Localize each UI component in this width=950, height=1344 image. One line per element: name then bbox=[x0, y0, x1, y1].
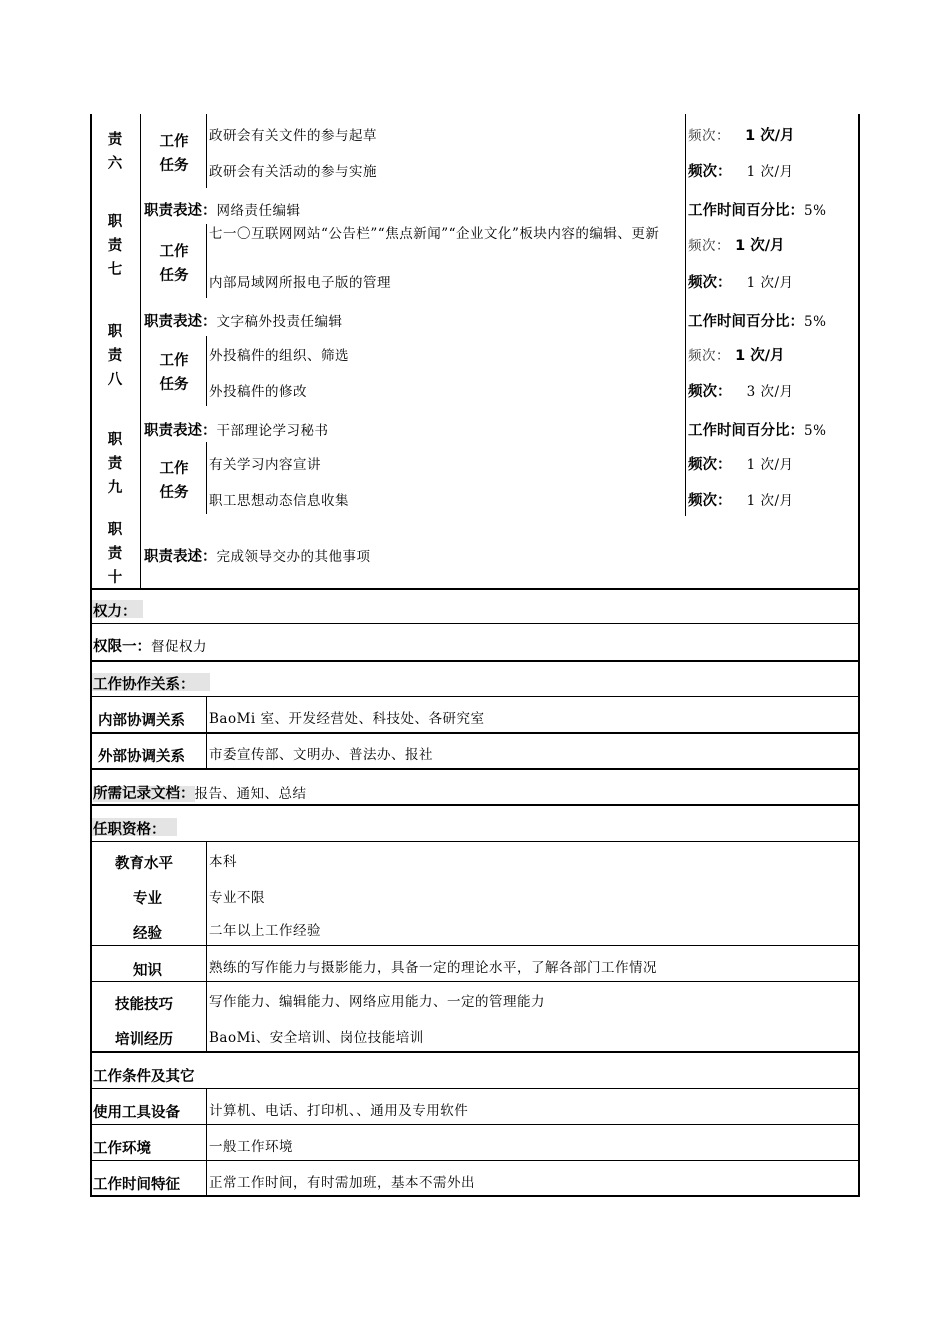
task-label-line: 工作 bbox=[159, 461, 189, 477]
time-percentage bbox=[688, 419, 826, 440]
description-text: 完成领导交办的其他事项 bbox=[216, 549, 371, 565]
frequency-value: 1 次/月 bbox=[745, 128, 795, 144]
description-text: 文字稿外投责任编辑 bbox=[216, 314, 343, 330]
frequency-value: 1 次/月 bbox=[746, 457, 794, 473]
row-divider bbox=[90, 981, 860, 982]
frequency-label: 频次： bbox=[688, 457, 732, 473]
duty-description bbox=[144, 419, 329, 440]
frequency bbox=[688, 234, 785, 255]
external-coordination-value: 市委宣传部、文明办、普法办、报社 bbox=[209, 747, 433, 763]
frequency-column-divider bbox=[685, 114, 686, 516]
qualification-value: BaoMi、安全培训、岗位技能培训 bbox=[209, 1030, 424, 1046]
qualification-label: 知识 bbox=[133, 963, 162, 979]
duty-label-line: 职 bbox=[107, 522, 123, 538]
duty-description bbox=[144, 199, 301, 220]
row-divider bbox=[90, 1124, 860, 1125]
task-text: 有关学习内容宣讲 bbox=[209, 457, 321, 473]
duty-label-line: 责 bbox=[107, 546, 123, 562]
frequency-label: 频次： bbox=[688, 493, 732, 509]
row-divider bbox=[90, 623, 860, 624]
qualification-value: 写作能力、编辑能力、网络应用能力、一定的管理能力 bbox=[209, 994, 545, 1010]
external-coordination-label: 外部协调关系 bbox=[98, 749, 185, 765]
time-percentage-value: 5% bbox=[804, 423, 827, 439]
frequency-value: 1 次/月 bbox=[746, 164, 794, 180]
section-header-conditions: 工作条件及其它 bbox=[93, 1069, 195, 1085]
internal-coordination-label: 内部协调关系 bbox=[98, 713, 185, 729]
records-value: 报告、通知、总结 bbox=[194, 786, 307, 802]
time-percentage-value: 5% bbox=[804, 203, 827, 219]
condition-label: 使用工具设备 bbox=[93, 1105, 180, 1121]
task-text: 政研会有关活动的参与实施 bbox=[209, 164, 377, 180]
records bbox=[93, 782, 307, 803]
frequency-label: 频次： bbox=[688, 128, 730, 144]
section-divider bbox=[90, 768, 860, 770]
table-right-border bbox=[858, 114, 860, 1197]
task-text: 外投稿件的修改 bbox=[209, 384, 307, 400]
row-divider bbox=[90, 732, 860, 734]
condition-label: 工作时间特征 bbox=[93, 1177, 180, 1193]
frequency bbox=[688, 124, 795, 145]
duty-label-line: 九 bbox=[107, 480, 123, 496]
table-left-border bbox=[90, 114, 92, 1197]
duty-label-line: 十 bbox=[107, 570, 123, 586]
qualification-label: 技能技巧 bbox=[115, 997, 173, 1013]
frequency-value: 1 次/月 bbox=[746, 275, 794, 291]
task-label-line: 任务 bbox=[159, 158, 189, 174]
duty-label-line: 六 bbox=[107, 156, 123, 172]
duty-description bbox=[144, 310, 343, 331]
duty-label bbox=[98, 518, 132, 590]
authority-item-text: 督促权力 bbox=[151, 639, 207, 655]
section-divider bbox=[90, 588, 860, 590]
task-label-line: 工作 bbox=[159, 353, 189, 369]
description-label: 职责表述： bbox=[144, 203, 217, 219]
description-label: 职责表述： bbox=[144, 314, 217, 330]
qualification-value: 专业不限 bbox=[209, 890, 265, 906]
authority-item-label: 权限一： bbox=[93, 639, 151, 655]
section-divider bbox=[90, 804, 860, 806]
duty-description bbox=[144, 545, 371, 566]
frequency bbox=[688, 489, 794, 510]
duty-label bbox=[98, 428, 132, 500]
task-label-divider bbox=[206, 442, 207, 514]
duty-label-line: 七 bbox=[107, 262, 123, 278]
conditions-column-divider bbox=[206, 1088, 207, 1197]
duty-column-divider bbox=[140, 114, 141, 588]
task-label-line: 工作 bbox=[159, 134, 189, 150]
task-label-line: 工作 bbox=[159, 244, 189, 260]
frequency-label: 频次： bbox=[688, 384, 732, 400]
duty-label bbox=[98, 320, 132, 392]
row-divider bbox=[90, 1160, 860, 1161]
qualification-value: 本科 bbox=[209, 854, 237, 870]
task-text: 政研会有关文件的参与起草 bbox=[209, 128, 377, 144]
task-text: 七一〇互联网网站“公告栏”“焦点新闻”“企业文化”板块内容的编辑、更新 bbox=[209, 226, 660, 242]
frequency-value: 1 次/月 bbox=[746, 493, 794, 509]
section-header-qualifications: 任职资格： bbox=[93, 822, 166, 838]
section-divider bbox=[90, 1051, 860, 1053]
row-divider bbox=[90, 945, 860, 946]
frequency bbox=[688, 160, 794, 181]
task-label-line: 任务 bbox=[159, 485, 189, 501]
time-percentage bbox=[688, 199, 826, 220]
duty-label-line: 责 bbox=[107, 132, 123, 148]
qualification-column-divider bbox=[206, 841, 207, 1053]
time-percentage-value: 5% bbox=[804, 314, 827, 330]
qualification-label: 培训经历 bbox=[115, 1032, 173, 1048]
condition-value: 计算机、电话、打印机、、通用及专用软件 bbox=[209, 1103, 469, 1119]
duty-label-line: 职 bbox=[107, 324, 123, 340]
qualification-value: 熟练的写作能力与摄影能力，具备一定的理论水平，了解各部门工作情况 bbox=[209, 960, 657, 976]
frequency-label: 频次： bbox=[688, 164, 732, 180]
section-header-collaboration: 工作协作关系： bbox=[93, 677, 195, 693]
description-text: 网络责任编辑 bbox=[216, 203, 301, 219]
duty-label bbox=[98, 210, 132, 282]
table-bottom-border bbox=[90, 1195, 860, 1197]
task-label-divider bbox=[206, 114, 207, 188]
job-description-table bbox=[90, 114, 860, 1197]
qualification-label: 经验 bbox=[133, 926, 162, 942]
time-percentage bbox=[688, 310, 826, 331]
task-text: 内部局域网所报电子版的管理 bbox=[209, 275, 391, 291]
task-label-line: 任务 bbox=[159, 268, 189, 284]
qualification-label: 专业 bbox=[133, 891, 162, 907]
task-text: 外投稿件的组织、筛选 bbox=[209, 348, 349, 364]
frequency bbox=[688, 453, 794, 474]
frequency-label: 频次： bbox=[688, 238, 730, 254]
qualification-label: 教育水平 bbox=[115, 856, 173, 872]
task-label bbox=[148, 240, 200, 288]
section-divider bbox=[90, 660, 860, 662]
frequency-label: 频次： bbox=[688, 348, 730, 364]
task-label bbox=[148, 349, 200, 397]
task-text: 职工思想动态信息收集 bbox=[209, 493, 349, 509]
section-header-authority: 权力： bbox=[93, 604, 137, 620]
duty-label bbox=[98, 128, 132, 176]
condition-label: 工作环境 bbox=[93, 1141, 151, 1157]
frequency-value: 1 次/月 bbox=[735, 238, 785, 254]
frequency-value: 1 次/月 bbox=[735, 348, 785, 364]
duty-label-line: 责 bbox=[107, 456, 123, 472]
duty-label-line: 八 bbox=[107, 372, 123, 388]
condition-value: 一般工作环境 bbox=[209, 1139, 293, 1155]
duty-label-line: 职 bbox=[107, 214, 123, 230]
time-percentage-label: 工作时间百分比： bbox=[688, 423, 804, 439]
frequency bbox=[688, 344, 785, 365]
time-percentage-label: 工作时间百分比： bbox=[688, 203, 804, 219]
description-label: 职责表述： bbox=[144, 423, 217, 439]
task-label-divider bbox=[206, 224, 207, 298]
authority-item bbox=[93, 635, 207, 656]
records-label: 所需记录文档： bbox=[93, 786, 195, 802]
condition-value: 正常工作时间，有时需加班，基本不需外出 bbox=[209, 1175, 475, 1191]
task-label-line: 任务 bbox=[159, 377, 189, 393]
description-text: 干部理论学习秘书 bbox=[216, 423, 329, 439]
qualification-value: 二年以上工作经验 bbox=[209, 923, 321, 939]
task-label bbox=[148, 457, 200, 505]
frequency bbox=[688, 271, 794, 292]
duty-label-line: 责 bbox=[107, 348, 123, 364]
time-percentage-label: 工作时间百分比： bbox=[688, 314, 804, 330]
description-label: 职责表述： bbox=[144, 549, 217, 565]
frequency bbox=[688, 380, 794, 401]
duty-label-line: 职 bbox=[107, 432, 123, 448]
duty-label-line: 责 bbox=[107, 238, 123, 254]
internal-coordination-value: BaoMi 室、开发经营处、科技处、各研究室 bbox=[209, 711, 485, 727]
task-label-divider bbox=[206, 336, 207, 406]
frequency-value: 3 次/月 bbox=[746, 384, 794, 400]
frequency-label: 频次： bbox=[688, 275, 732, 291]
task-label bbox=[148, 130, 200, 178]
